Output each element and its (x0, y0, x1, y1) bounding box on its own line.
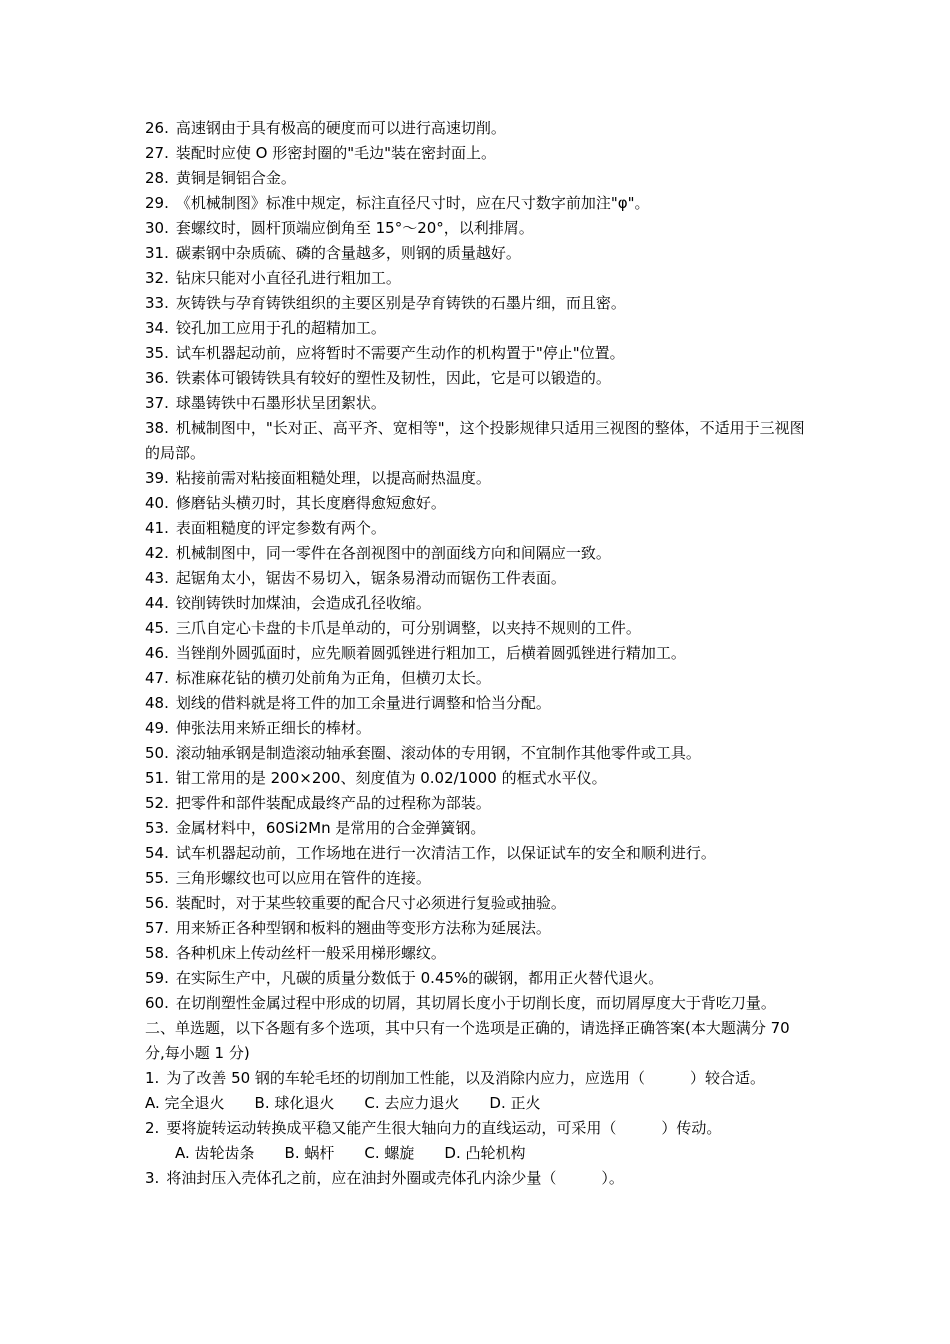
question-number: 44. (145, 594, 169, 612)
question-text: 滚动轴承钢是制造滚动轴承套圈、滚动体的专用钢，不宜制作其他零件或工具。 (175, 744, 701, 762)
question-number: 28. (145, 169, 169, 187)
question-text: 粘接前需对粘接面粗糙处理，以提高耐热温度。 (175, 469, 491, 487)
question-number: 54. (145, 844, 169, 862)
question-text: 黄铜是铜铝合金。 (175, 169, 296, 187)
question-number: 55. (145, 869, 169, 887)
question-item (145, 616, 810, 641)
document-content (145, 116, 810, 1191)
question-number: 49. (145, 719, 169, 737)
question-item (145, 916, 810, 941)
question-item (145, 491, 810, 516)
question-number: 41. (145, 519, 169, 537)
option: A. 完全退火 (145, 1094, 225, 1112)
question-number: 52. (145, 794, 169, 812)
choice-question (145, 1116, 810, 1141)
question-item (145, 716, 810, 741)
question-item (145, 241, 810, 266)
question-text: 装配时应使 O 形密封圈的"毛边"装在密封面上。 (175, 144, 497, 162)
choice-question (145, 1066, 810, 1091)
question-item (145, 741, 810, 766)
question-number: 47. (145, 669, 169, 687)
question-number: 31. (145, 244, 169, 262)
option-row (145, 1141, 810, 1166)
question-number: 26. (145, 119, 169, 137)
question-number: 56. (145, 894, 169, 912)
question-item (145, 691, 810, 716)
question-item (145, 841, 810, 866)
question-item (145, 116, 810, 141)
question-text: 用来矫正各种型钢和板料的翘曲等变形方法称为延展法。 (175, 919, 551, 937)
question-number: 60. (145, 994, 169, 1012)
question-number: 59. (145, 969, 169, 987)
question-number: 27. (145, 144, 169, 162)
question-number: 35. (145, 344, 169, 362)
question-text: 机械制图中，"长对正、高平齐、宽相等"，这个投影规律只适用三视图的整体，不适用于三视图的局部。 (145, 419, 805, 462)
question-number: 42. (145, 544, 169, 562)
question-number: 1. (145, 1069, 160, 1087)
question-item (145, 266, 810, 291)
question-text: 把零件和部件装配成最终产品的过程称为部装。 (175, 794, 491, 812)
question-item (145, 191, 810, 216)
option-row (145, 1091, 810, 1116)
question-text: 当锉削外圆弧面时，应先顺着圆弧锉进行粗加工，后横着圆弧锉进行精加工。 (175, 644, 686, 662)
question-number: 36. (145, 369, 169, 387)
question-text: 修磨钻头横刃时，其长度磨得愈短愈好。 (175, 494, 446, 512)
question-item (145, 991, 810, 1016)
question-number: 51. (145, 769, 169, 787)
question-text: 灰铸铁与孕育铸铁组织的主要区别是孕育铸铁的石墨片细，而且密。 (175, 294, 626, 312)
question-text: 铰削铸铁时加煤油，会造成孔径收缩。 (175, 594, 431, 612)
question-item (145, 941, 810, 966)
question-item (145, 216, 810, 241)
question-item (145, 766, 810, 791)
question-number: 53. (145, 819, 169, 837)
question-text: 在实际生产中，凡碳的质量分数低于 0.45%的碳钢，都用正火替代退火。 (175, 969, 664, 987)
choice-question (145, 1166, 810, 1191)
question-item (145, 391, 810, 416)
question-number: 58. (145, 944, 169, 962)
question-number: 48. (145, 694, 169, 712)
question-number: 50. (145, 744, 169, 762)
question-text: 机械制图中，同一零件在各剖视图中的剖面线方向和间隔应一致。 (175, 544, 611, 562)
option: B. 球化退火 (254, 1094, 335, 1112)
question-text: 高速钢由于具有极高的硬度而可以进行高速切削。 (175, 119, 506, 137)
question-number: 45. (145, 619, 169, 637)
question-text: 钳工常用的是 200×200、刻度值为 0.02/1000 的框式水平仪。 (175, 769, 607, 787)
question-item (145, 566, 810, 591)
question-item (145, 416, 810, 466)
option: B. 蜗杆 (284, 1144, 335, 1162)
question-text: 球墨铸铁中石墨形状呈团絮状。 (175, 394, 386, 412)
question-text: 装配时，对于某些较重要的配合尺寸必须进行复验或抽验。 (175, 894, 566, 912)
option: C. 去应力退火 (364, 1094, 460, 1112)
question-number: 39. (145, 469, 169, 487)
question-text: 试车机器起动前，工作场地在进行一次清洁工作，以保证试车的安全和顺利进行。 (175, 844, 716, 862)
question-number: 40. (145, 494, 169, 512)
question-text: 《机械制图》标准中规定，标注直径尺寸时，应在尺寸数字前加注"φ"。 (175, 194, 650, 212)
question-text: 铁素体可锻铸铁具有较好的塑性及韧性，因此，它是可以锻造的。 (175, 369, 611, 387)
question-number: 32. (145, 269, 169, 287)
question-number: 37. (145, 394, 169, 412)
question-item (145, 466, 810, 491)
question-number: 3. (145, 1169, 160, 1187)
question-number: 33. (145, 294, 169, 312)
question-text: 要将旋转运动转换成平稳又能产生很大轴向力的直线运动，可采用（ ）传动。 (166, 1119, 722, 1137)
question-number: 34. (145, 319, 169, 337)
question-text: 三角形螺纹也可以应用在管件的连接。 (175, 869, 431, 887)
question-text: 为了改善 50 钢的车轮毛坯的切削加工性能，以及消除内应力，应选用（ ）较合适。 (166, 1069, 765, 1087)
question-item (145, 816, 810, 841)
question-item (145, 516, 810, 541)
question-item (145, 966, 810, 991)
question-item (145, 166, 810, 191)
option: D. 凸轮机构 (444, 1144, 526, 1162)
question-number: 29. (145, 194, 169, 212)
question-text: 标准麻花钻的横刃处前角为正角，但横刃太长。 (175, 669, 491, 687)
question-item (145, 291, 810, 316)
question-item (145, 591, 810, 616)
question-item (145, 316, 810, 341)
question-text: 各种机床上传动丝杆一般采用梯形螺纹。 (175, 944, 446, 962)
question-text: 三爪自定心卡盘的卡爪是单动的，可分别调整，以夹持不规则的工件。 (175, 619, 641, 637)
question-text: 划线的借料就是将工件的加工余量进行调整和恰当分配。 (175, 694, 551, 712)
question-text: 伸张法用来矫正细长的棒材。 (175, 719, 371, 737)
question-number: 30. (145, 219, 169, 237)
question-item (145, 541, 810, 566)
question-item (145, 866, 810, 891)
question-item (145, 666, 810, 691)
question-text: 钻床只能对小直径孔进行粗加工。 (175, 269, 401, 287)
question-text: 试车机器起动前，应将暂时不需要产生动作的机构置于"停止"位置。 (175, 344, 625, 362)
question-text: 表面粗糙度的评定参数有两个。 (175, 519, 386, 537)
question-item (145, 366, 810, 391)
question-text: 起锯角太小，锯齿不易切入，锯条易滑动而锯伤工件表面。 (175, 569, 566, 587)
question-text: 套螺纹时，圆杆顶端应倒角至 15°～20°，以利排屑。 (175, 219, 534, 237)
section-heading: 二、单选题，以下各题有多个选项，其中只有一个选项是正确的，请选择正确答案(本大题满分 70 分,每小题 1 分) (145, 1019, 790, 1062)
question-number: 57. (145, 919, 169, 937)
question-number: 2. (145, 1119, 160, 1137)
question-item (145, 141, 810, 166)
question-text: 金属材料中，60Si2Mn 是常用的合金弹簧钢。 (175, 819, 486, 837)
option: D. 正火 (489, 1094, 541, 1112)
question-text: 铰孔加工应用于孔的超精加工。 (175, 319, 386, 337)
question-item (145, 341, 810, 366)
question-text: 将油封压入壳体孔之前，应在油封外圈或壳体孔内涂少量（ ）。 (166, 1169, 624, 1187)
question-item (145, 891, 810, 916)
question-number: 46. (145, 644, 169, 662)
option: C. 螺旋 (364, 1144, 415, 1162)
question-item (145, 791, 810, 816)
question-text: 在切削塑性金属过程中形成的切屑，其切屑长度小于切削长度，而切屑厚度大于背吃刀量。 (175, 994, 776, 1012)
question-item (145, 641, 810, 666)
option: A. 齿轮齿条 (175, 1144, 255, 1162)
question-number: 38. (145, 419, 169, 437)
question-number: 43. (145, 569, 169, 587)
question-text: 碳素钢中杂质硫、磷的含量越多，则钢的质量越好。 (175, 244, 521, 262)
